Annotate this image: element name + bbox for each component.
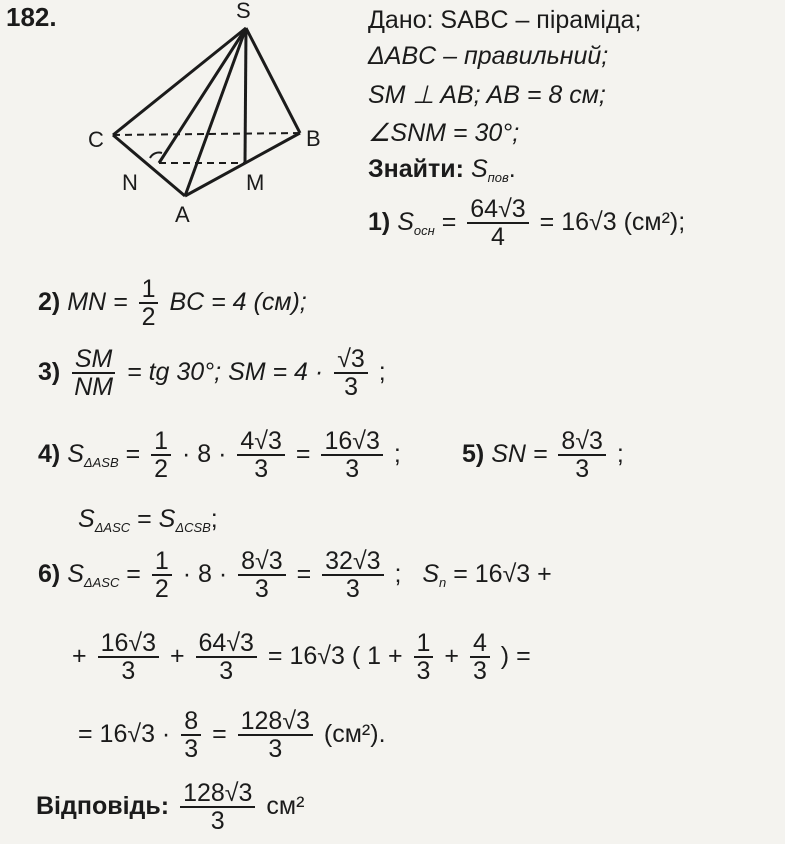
answer: [36, 780, 304, 835]
label-a: A: [175, 202, 190, 227]
step-2-frac: $\frac{1}{2}$: [139, 276, 159, 331]
find-value: S: [470, 155, 488, 183]
step-5-num: 5): [462, 439, 485, 468]
find-sub: пов: [487, 170, 509, 185]
step-4: 4) $S_{\Delta ASB}$ = $\frac{1}{2}$ · 8 · $\frac{4√3}{3}$ = $\frac{16√3}{3}$ ;: [38, 427, 401, 484]
step-4-num: 4): [38, 439, 61, 468]
answer-label: Відповідь:: [36, 791, 170, 820]
label-s: S: [236, 0, 251, 23]
step-6-num: 6): [38, 559, 61, 588]
step-2-num: 2): [38, 287, 61, 316]
step-2-left: MN =: [67, 287, 128, 316]
step-2-result: BC = 4 (см);: [169, 287, 307, 316]
step-1-frac: $\frac{64√3}{4}$: [467, 196, 528, 251]
step-5: 5) SN = $\frac{8√3}{3}$ ;: [462, 427, 624, 484]
step-2: [38, 276, 307, 331]
step-3-mid: = tg 30°; SM = 4 ·: [127, 357, 324, 386]
step-6: 6) $S_{\Delta ASC}$ = $\frac{1}{2}$ · 8 · $\frac{8√3}{3}$ = $\frac{32√3}{3}$ ; $S_n = 16√3$ +: [38, 547, 552, 604]
step-1-sub: осн: [413, 222, 435, 238]
given-line-3: SM ⊥ AB; AB = 8 см;: [368, 81, 606, 109]
given-line-2: ΔABC – правильний;: [368, 42, 609, 70]
given-line-4: ∠SNM = 30°;: [368, 119, 520, 147]
step-7: + $\frac{16√3}{3}$ + $\frac{64√3}{3}$ = 16√3 ( 1 + $\frac{1}{3}$ + $\frac{4}{3}$ ) =: [72, 629, 531, 686]
problem-number: 182.: [6, 2, 57, 32]
answer-frac: $\frac{128√3}{3}$: [180, 780, 255, 835]
step-1-num: 1): [368, 207, 391, 236]
step-8: = 16√3 · $\frac{8}{3}$ = $\frac{128√3}{3}$ (см²).: [78, 707, 386, 764]
step-1-result: = 16√3 (см²);: [539, 207, 686, 236]
label-n: N: [122, 170, 138, 195]
label-m: M: [246, 170, 265, 195]
step-1: 1) $S_{осн}$ = $\frac{64√3}{4}$ = 16√3 (см²);: [368, 195, 686, 252]
label-b: B: [306, 126, 321, 151]
find-line: Знайти: $S_{пов}$.: [368, 155, 516, 185]
pyramid-diagram: [70, 0, 340, 230]
step-3-frac: $\frac{SM}{NM}$: [71, 346, 116, 401]
step-3-frac-2: $\frac{√3}{3}$: [334, 346, 368, 401]
step-3-num: 3): [38, 357, 61, 386]
answer-unit: см²: [266, 791, 305, 820]
given-line-1: Дано: SABC – піраміда;: [368, 6, 642, 34]
step-1-s: S: [397, 207, 414, 236]
step-3: 3) $\frac{SM}{NM}$ = tg 30°; SM = 4 · $\frac{√3}{3}$ ;: [38, 345, 386, 402]
step-4-sub: ΔASB: [83, 454, 119, 470]
find-label: Знайти:: [368, 155, 464, 183]
label-c: C: [88, 127, 104, 152]
step-equality: $S_{\Delta ASC} = S_{\Delta CSB}$;: [78, 505, 218, 535]
